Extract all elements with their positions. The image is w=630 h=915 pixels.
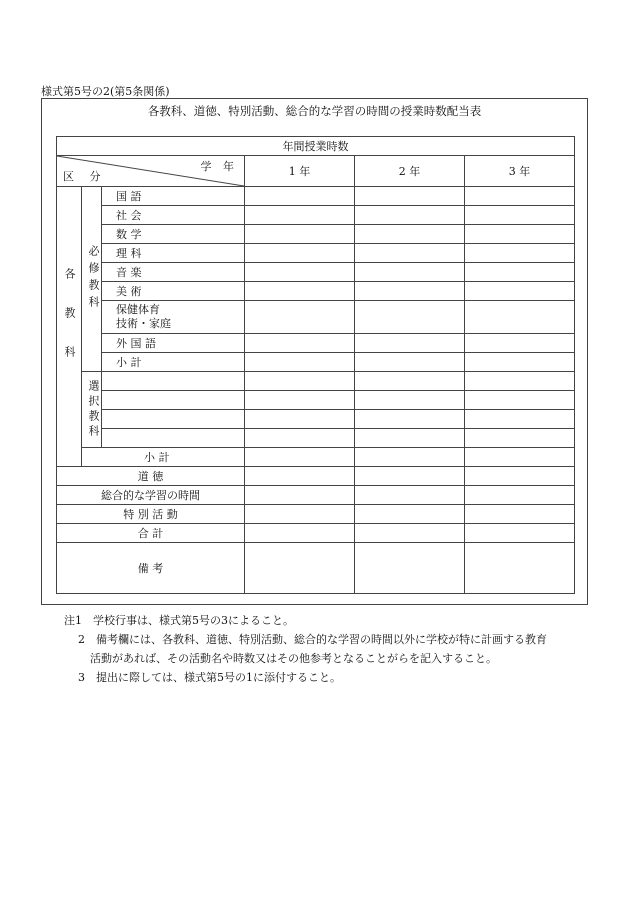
cell-input[interactable] [355, 467, 465, 486]
cell-input[interactable] [465, 505, 575, 524]
category-label: 区 分 [63, 170, 107, 183]
note-1: 注1 学校行事は、様式第5号の3によること。 [64, 614, 294, 627]
cell-input[interactable] [355, 391, 465, 410]
cell-input[interactable] [465, 263, 575, 282]
cell-input[interactable] [355, 225, 465, 244]
subject-ongaku: 音 楽 [102, 263, 245, 282]
diagonal-header [57, 156, 245, 187]
grade-2-header: 2 年 [355, 156, 465, 187]
cell-input[interactable] [245, 448, 355, 467]
group-label-kakukyouka [57, 187, 82, 467]
elective-subject-blank[interactable] [102, 372, 245, 391]
cell-input[interactable] [465, 448, 575, 467]
cell-input[interactable] [245, 334, 355, 353]
form-title: 各教科、道徳、特別活動、総合的な学習の時間の授業時数配当表 [147, 104, 482, 118]
note-2: 2 備考欄には、各教科、道徳、特別活動、総合的な学習の時間以外に学校が特に計画する教育 [78, 633, 547, 646]
cell-input[interactable] [245, 301, 355, 334]
cell-input[interactable] [465, 429, 575, 448]
subject-suugaku: 数 学 [102, 225, 245, 244]
cell-input[interactable] [245, 486, 355, 505]
cell-input[interactable] [355, 282, 465, 301]
elective-subjects-label: 選択教科 [82, 372, 102, 448]
row-tokubetsu-katsudou: 特 別 活 動 [57, 505, 245, 524]
cell-input[interactable] [355, 505, 465, 524]
cell-input[interactable] [355, 410, 465, 429]
cell-input[interactable] [245, 263, 355, 282]
cell-input[interactable] [245, 524, 355, 543]
row-gokei: 合 計 [57, 524, 245, 543]
elective-subject-blank[interactable] [102, 429, 245, 448]
remarks-input[interactable] [465, 543, 575, 594]
row-doutoku: 道 徳 [57, 467, 245, 486]
group-label-text: 各教科 [63, 268, 76, 385]
cell-input[interactable] [355, 334, 465, 353]
cell-input[interactable] [245, 187, 355, 206]
elective-subtotal: 小 計 [82, 448, 245, 467]
grade-label: 学 年 [200, 160, 238, 173]
form-id: 様式第5号の2(第5条関係) [41, 85, 170, 98]
subject-shakai: 社 会 [102, 206, 245, 225]
cell-input[interactable] [465, 301, 575, 334]
cell-input[interactable] [245, 372, 355, 391]
notes [64, 611, 547, 687]
cell-input[interactable] [245, 410, 355, 429]
cell-input[interactable] [355, 448, 465, 467]
cell-input[interactable] [355, 301, 465, 334]
cell-input[interactable] [465, 467, 575, 486]
cell-input[interactable] [245, 467, 355, 486]
remarks-input[interactable] [355, 543, 465, 594]
note-2-continued: 活動があれば、その活動名や時数又はその他参考となることがらを記入すること。 [90, 652, 497, 665]
cell-input[interactable] [465, 225, 575, 244]
cell-input[interactable] [465, 244, 575, 263]
cell-input[interactable] [465, 410, 575, 429]
annual-hours-header: 年間授業時数 [57, 137, 575, 156]
cell-input[interactable] [355, 524, 465, 543]
cell-input[interactable] [355, 486, 465, 505]
cell-input[interactable] [355, 429, 465, 448]
cell-input[interactable] [355, 206, 465, 225]
subject-hoken-gijutsu: 保健体育 技術・家庭 [102, 301, 245, 334]
cell-input[interactable] [245, 225, 355, 244]
elective-subject-blank[interactable] [102, 410, 245, 429]
cell-input[interactable] [245, 391, 355, 410]
cell-input[interactable] [245, 244, 355, 263]
cell-input[interactable] [245, 353, 355, 372]
cell-input[interactable] [465, 372, 575, 391]
cell-input[interactable] [355, 353, 465, 372]
cell-input[interactable] [245, 505, 355, 524]
cell-input[interactable] [465, 353, 575, 372]
cell-input[interactable] [465, 206, 575, 225]
cell-input[interactable] [465, 282, 575, 301]
cell-input[interactable] [245, 206, 355, 225]
row-sougou: 総合的な学習の時間 [57, 486, 245, 505]
cell-input[interactable] [465, 334, 575, 353]
row-bikou: 備 考 [57, 543, 245, 594]
required-subtotal: 小 計 [102, 353, 245, 372]
subject-bijutsu: 美 術 [102, 282, 245, 301]
form-frame [41, 98, 588, 605]
remarks-input[interactable] [245, 543, 355, 594]
cell-input[interactable] [465, 391, 575, 410]
subject-kokugo: 国 語 [102, 187, 245, 206]
cell-input[interactable] [465, 524, 575, 543]
cell-input[interactable] [355, 263, 465, 282]
cell-input[interactable] [465, 486, 575, 505]
note-3: 3 提出に際しては、様式第5号の1に添付すること。 [78, 671, 341, 684]
cell-input[interactable] [245, 282, 355, 301]
cell-input[interactable] [465, 187, 575, 206]
cell-input[interactable] [355, 372, 465, 391]
cell-input[interactable] [355, 244, 465, 263]
grade-1-header: 1 年 [245, 156, 355, 187]
elective-subject-blank[interactable] [102, 391, 245, 410]
cell-input[interactable] [355, 187, 465, 206]
hours-table [56, 136, 575, 594]
subject-gaikokugo: 外 国 語 [102, 334, 245, 353]
cell-input[interactable] [245, 429, 355, 448]
grade-3-header: 3 年 [465, 156, 575, 187]
subject-rika: 理 科 [102, 244, 245, 263]
required-subjects-label: 必修教科 [82, 187, 102, 372]
